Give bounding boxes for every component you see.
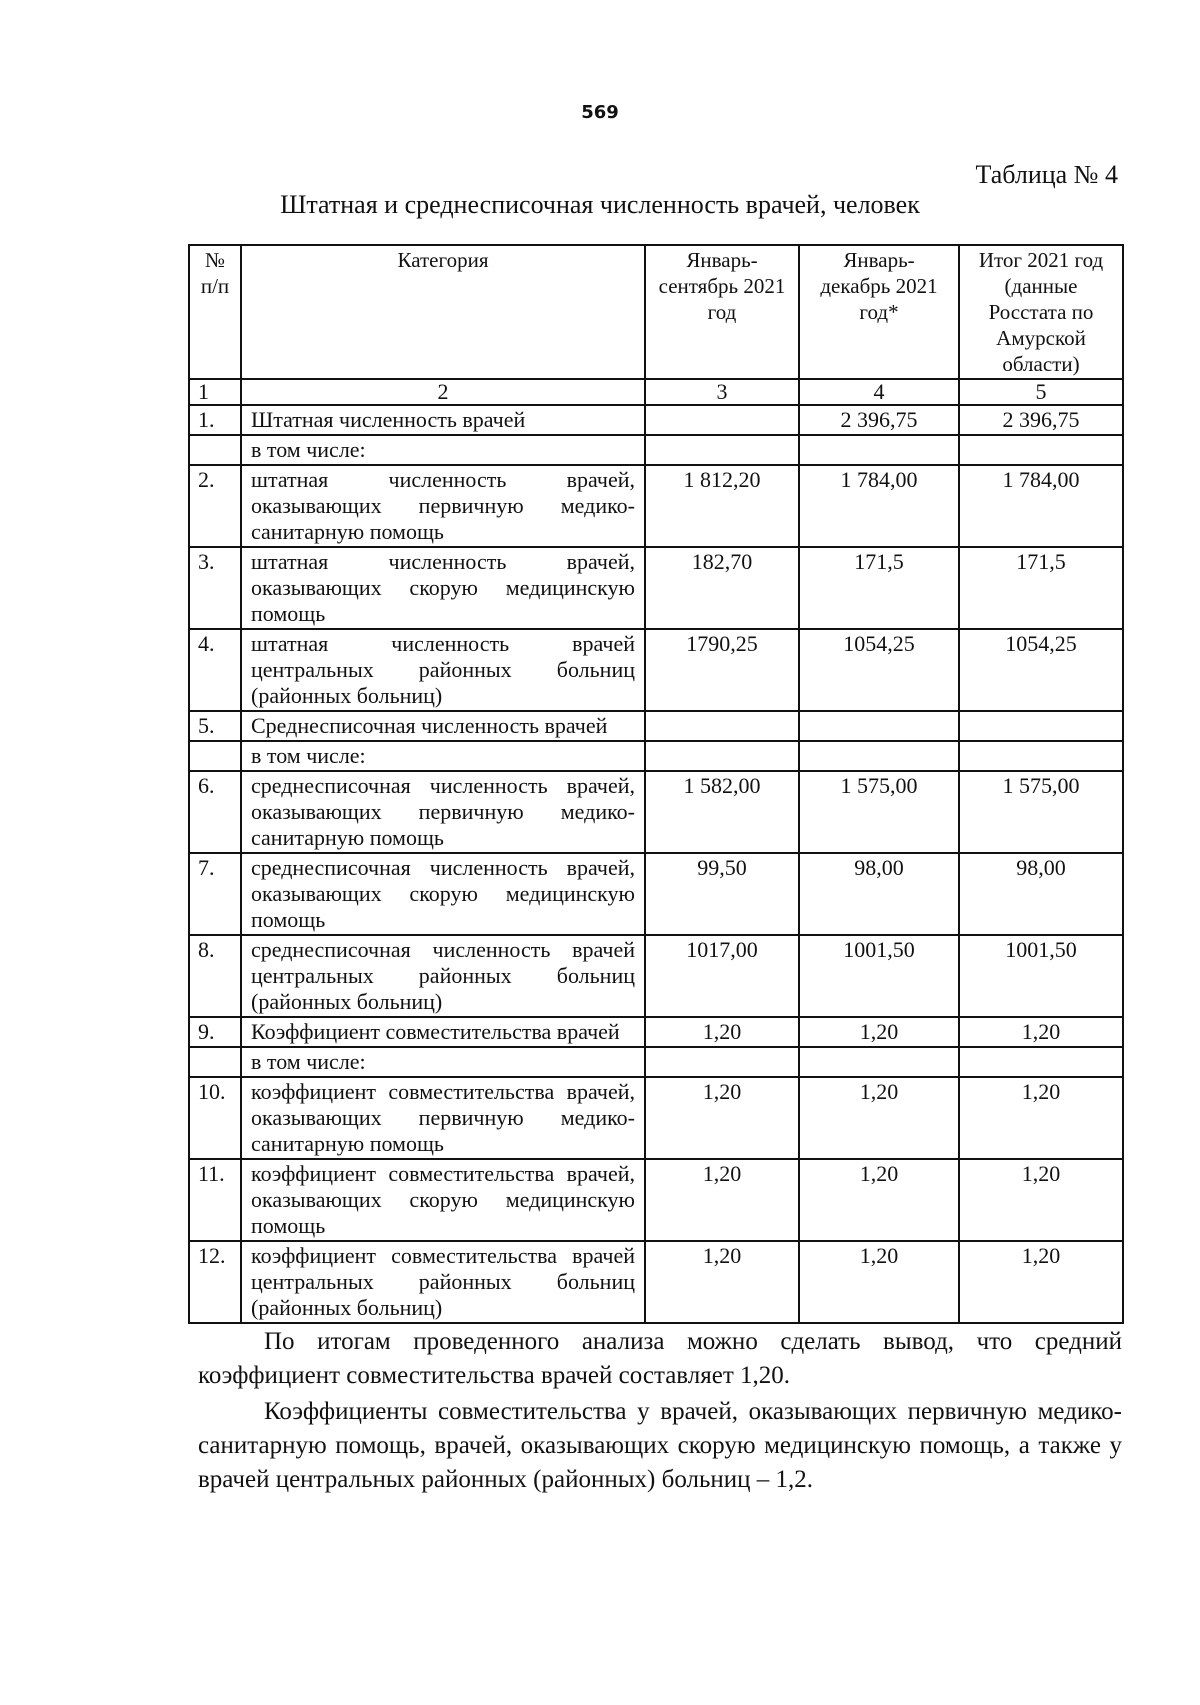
- table-row: [189, 711, 1123, 741]
- staffing-table: [188, 244, 1124, 1324]
- table-row: [189, 771, 1123, 853]
- value-jan-sep: 99,50: [645, 853, 799, 935]
- value-total: 171,5: [959, 547, 1123, 629]
- value-jan-sep: 1 812,20: [645, 465, 799, 547]
- value-jan-dec: [799, 741, 959, 771]
- row-category: Среднесписочная численность врачей: [241, 711, 645, 741]
- value-jan-dec: [799, 711, 959, 741]
- table-header-row: [189, 245, 1123, 379]
- table-row: [189, 629, 1123, 711]
- column-index: 4: [799, 379, 959, 405]
- value-jan-dec: 1001,50: [799, 935, 959, 1017]
- value-jan-dec: 1,20: [799, 1077, 959, 1159]
- value-jan-sep: 182,70: [645, 547, 799, 629]
- row-number: [189, 435, 241, 465]
- table-row: [189, 547, 1123, 629]
- table-row: [189, 1159, 1123, 1241]
- value-jan-sep: 1,20: [645, 1077, 799, 1159]
- row-number: [189, 1047, 241, 1077]
- row-number: 2.: [189, 465, 241, 547]
- table-row: [189, 435, 1123, 465]
- value-total: [959, 741, 1123, 771]
- column-index: 2: [241, 379, 645, 405]
- value-jan-sep: [645, 435, 799, 465]
- header-jan-dec: Январь-декабрь 2021 год*: [799, 245, 959, 379]
- value-jan-dec: 171,5: [799, 547, 959, 629]
- value-total: 1,20: [959, 1241, 1123, 1323]
- value-jan-sep: 1790,25: [645, 629, 799, 711]
- value-jan-sep: [645, 1047, 799, 1077]
- row-category: среднесписочная численность врачей, оказывающих скорую медицинскую помощь: [241, 853, 645, 935]
- value-jan-sep: [645, 711, 799, 741]
- row-number: 11.: [189, 1159, 241, 1241]
- row-number: 5.: [189, 711, 241, 741]
- value-jan-dec: [799, 435, 959, 465]
- value-jan-sep: 1 582,00: [645, 771, 799, 853]
- table-row: [189, 853, 1123, 935]
- value-total: [959, 1047, 1123, 1077]
- page-number: 569: [581, 102, 619, 123]
- value-jan-dec: 1,20: [799, 1017, 959, 1047]
- value-total: [959, 711, 1123, 741]
- table-row: [189, 1241, 1123, 1323]
- header-category: Категория: [241, 245, 645, 379]
- row-number: 7.: [189, 853, 241, 935]
- table-label: Таблица № 4: [975, 160, 1118, 189]
- coefficients-paragraph: Коэффициенты совместительства у врачей, оказывающих первичную медико-санитарную помощь, врачей, оказывающих скорую медицинскую помощь, а также у врачей центральных районных (районных) больниц – 1,2.: [198, 1398, 1122, 1493]
- row-category: Коэффициент совместительства врачей: [241, 1017, 645, 1047]
- row-number: 1.: [189, 405, 241, 435]
- column-index: 5: [959, 379, 1123, 405]
- row-category: штатная численность врачей центральных районных больниц (районных больниц): [241, 629, 645, 711]
- header-total-rosstat: Итог 2021 год (данные Росстата по Амурской области): [959, 245, 1123, 379]
- row-number: [189, 741, 241, 771]
- row-number: 3.: [189, 547, 241, 629]
- table-title: Штатная и среднесписочная численность врачей, человек: [280, 190, 920, 219]
- row-category: коэффициент совместительства врачей центральных районных больниц (районных больниц): [241, 1241, 645, 1323]
- value-jan-sep: 1,20: [645, 1017, 799, 1047]
- value-jan-dec: 1,20: [799, 1159, 959, 1241]
- table-row: [189, 405, 1123, 435]
- row-category: штатная численность врачей, оказывающих скорую медицинскую помощь: [241, 547, 645, 629]
- value-jan-dec: 98,00: [799, 853, 959, 935]
- value-jan-sep: [645, 741, 799, 771]
- value-jan-dec: [799, 1047, 959, 1077]
- value-jan-sep: [645, 405, 799, 435]
- column-index-row: [189, 379, 1123, 405]
- column-index: 3: [645, 379, 799, 405]
- value-total: 1 784,00: [959, 465, 1123, 547]
- value-total: [959, 435, 1123, 465]
- value-total: 1,20: [959, 1017, 1123, 1047]
- value-total: 2 396,75: [959, 405, 1123, 435]
- row-number: 4.: [189, 629, 241, 711]
- value-total: 1054,25: [959, 629, 1123, 711]
- row-category: среднесписочная численность врачей центральных районных больниц (районных больниц): [241, 935, 645, 1017]
- value-jan-dec: 1 575,00: [799, 771, 959, 853]
- value-jan-dec: 1054,25: [799, 629, 959, 711]
- value-total: 1,20: [959, 1077, 1123, 1159]
- value-jan-dec: 2 396,75: [799, 405, 959, 435]
- table-row: [189, 1077, 1123, 1159]
- value-jan-dec: 1 784,00: [799, 465, 959, 547]
- row-category: в том числе:: [241, 1047, 645, 1077]
- row-number: 6.: [189, 771, 241, 853]
- value-jan-sep: 1,20: [645, 1241, 799, 1323]
- row-number: 12.: [189, 1241, 241, 1323]
- value-total: 1,20: [959, 1159, 1123, 1241]
- row-category: коэффициент совместительства врачей, оказывающих скорую медицинскую помощь: [241, 1159, 645, 1241]
- value-jan-sep: 1017,00: [645, 935, 799, 1017]
- row-number: 10.: [189, 1077, 241, 1159]
- value-total: 1 575,00: [959, 771, 1123, 853]
- value-total: 1001,50: [959, 935, 1123, 1017]
- row-category: коэффициент совместительства врачей, оказывающих первичную медико-санитарную помощь: [241, 1077, 645, 1159]
- value-jan-sep: 1,20: [645, 1159, 799, 1241]
- table-row: [189, 465, 1123, 547]
- table-row: [189, 1017, 1123, 1047]
- column-index: 1: [189, 379, 241, 405]
- conclusion-paragraph: По итогам проведенного анализа можно сделать вывод, что средний коэффициент совместительства врачей составляет 1,20.: [198, 1328, 1122, 1389]
- value-jan-dec: 1,20: [799, 1241, 959, 1323]
- row-category: в том числе:: [241, 741, 645, 771]
- value-total: 98,00: [959, 853, 1123, 935]
- header-number: № п/п: [189, 245, 241, 379]
- table-row: [189, 935, 1123, 1017]
- row-category: Штатная численность врачей: [241, 405, 645, 435]
- table-row: [189, 741, 1123, 771]
- row-number: 9.: [189, 1017, 241, 1047]
- header-jan-sep: Январь-сентябрь 2021 год: [645, 245, 799, 379]
- row-number: 8.: [189, 935, 241, 1017]
- row-category: штатная численность врачей, оказывающих первичную медико-санитарную помощь: [241, 465, 645, 547]
- row-category: среднесписочная численность врачей, оказывающих первичную медико-санитарную помощь: [241, 771, 645, 853]
- row-category: в том числе:: [241, 435, 645, 465]
- table-row: [189, 1047, 1123, 1077]
